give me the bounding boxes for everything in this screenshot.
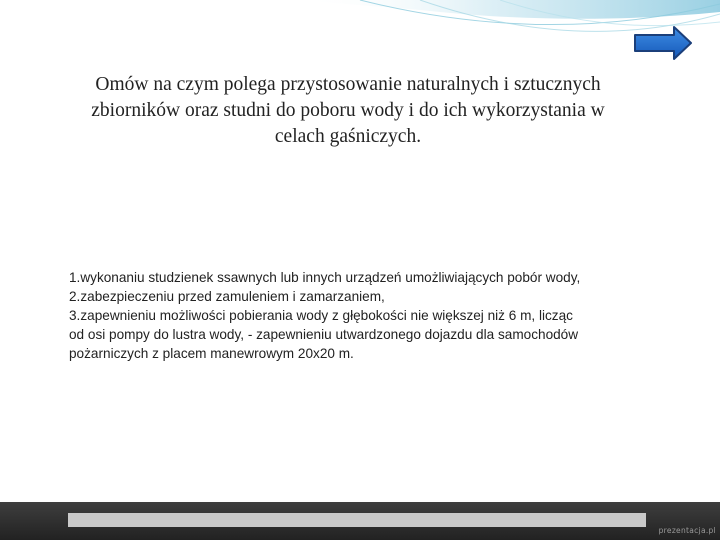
body-line: pożarniczych z placem manewrowym 20x20 m. xyxy=(69,346,354,361)
slide-title: Omów na czym polega przystosowanie naturalnych i sztucznych zbiorników oraz studni do poboru wody i do ich wykorzystania w celach gaśniczych. xyxy=(91,74,605,147)
body-line: od osi pompy do lustra wody, - zapewnieniu utwardzonego dojazdu dla samochodów xyxy=(69,327,579,342)
body-line: 3.zapewnieniu możliwości pobierania wody z głębokości nie większej niż 6 m, licząc xyxy=(69,308,573,323)
body-text xyxy=(69,268,689,363)
next-slide-button[interactable] xyxy=(632,24,694,62)
decorative-header-swoosh xyxy=(0,0,720,70)
arrow-right-icon xyxy=(632,24,694,62)
body-line: 2.zabezpieczeniu przed zamuleniem i zamarzaniem, xyxy=(69,289,385,304)
watermark-text: prezentacja.pl xyxy=(658,526,716,535)
footer-strip xyxy=(68,513,646,527)
body-line: 1.wykonaniu studzienek ssawnych lub innych urządzeń umożliwiających pobór wody, xyxy=(69,270,581,285)
